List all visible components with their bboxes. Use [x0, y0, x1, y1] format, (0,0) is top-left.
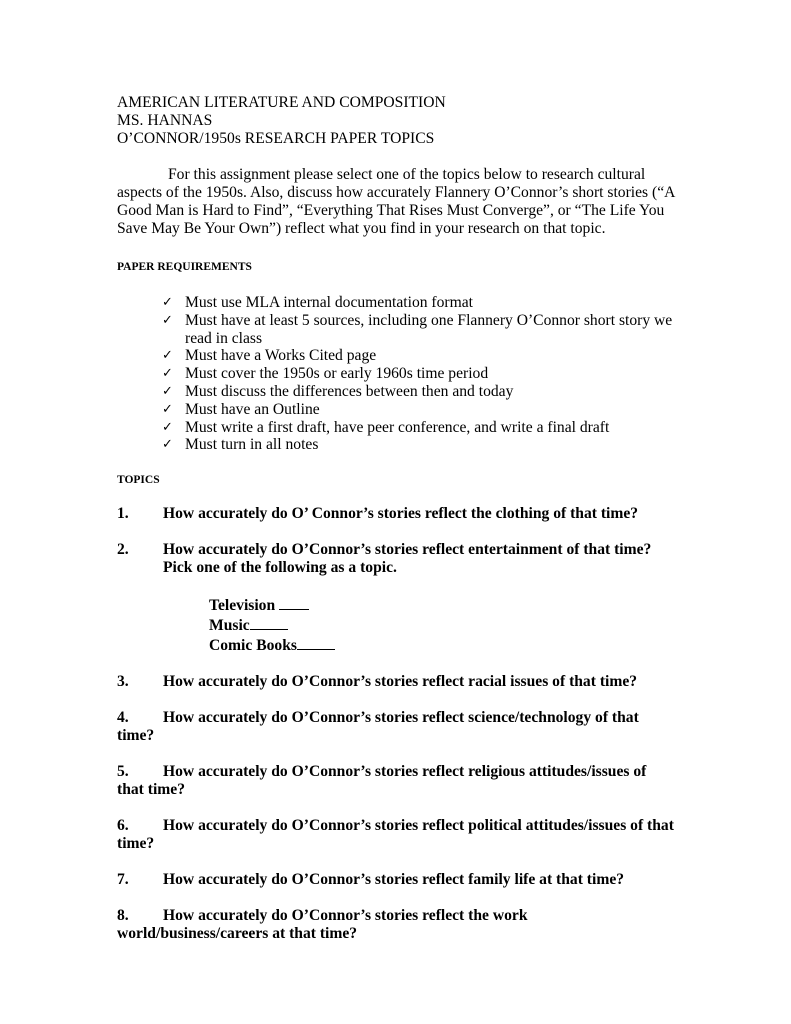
- topic-4: 4. How accurately do O’Connor’s stories reflect science/technology of that time?: [117, 709, 639, 745]
- checkmark-icon: ✓: [162, 401, 173, 417]
- checkmark-icon: ✓: [162, 295, 173, 310]
- list-item: ✓ Must write a first draft, have peer conference, and write a final draft: [162, 418, 610, 436]
- entertainment-options: [209, 595, 691, 655]
- topics-heading: TOPICS: [117, 474, 160, 487]
- blank-line[interactable]: [250, 615, 288, 630]
- blank-line[interactable]: [279, 595, 309, 610]
- checkmark-icon: ✓: [162, 348, 173, 364]
- requirements-list: [117, 294, 691, 454]
- topic-5: 5. How accurately do O’Connor’s stories reflect religious attitudes/issues of that time?: [117, 763, 647, 799]
- list-item: ✓ Must discuss the differences between then and today: [162, 382, 514, 400]
- option-television: Television: [209, 595, 691, 615]
- list-item: ✓ Must use MLA internal documentation format: [162, 294, 473, 311]
- topic-3: 3. How accurately do O’Connor’s stories reflect racial issues of that time?: [117, 673, 638, 691]
- checkmark-icon: ✓: [162, 419, 173, 435]
- checkmark-icon: ✓: [162, 383, 173, 399]
- teacher-name: MS. HANNAS: [117, 112, 213, 129]
- assignment-title: O’CONNOR/1950s RESEARCH PAPER TOPICS: [117, 130, 435, 147]
- list-item: ✓ Must turn in all notes: [162, 436, 319, 454]
- blank-line[interactable]: [297, 635, 335, 650]
- list-item: ✓ Must have at least 5 sources, including one Flannery O’Connor short story we read in class: [162, 311, 673, 347]
- checkmark-icon: ✓: [162, 366, 173, 382]
- topic-1: 1. How accurately do O’ Connor’s stories reflect the clothing of that time?: [117, 505, 639, 523]
- topic-2: 2. How accurately do O’Connor’s stories reflect entertainment of that time? Pick one of the following as a topic.: [117, 541, 652, 577]
- option-music: Music: [209, 615, 691, 635]
- requirements-heading: PAPER REQUIREMENTS: [117, 261, 252, 273]
- list-item: ✓ Must have a Works Cited page: [162, 347, 377, 365]
- topic-6: 6. How accurately do O’Connor’s stories reflect political attitudes/issues of that time?: [117, 817, 674, 853]
- topic-7: 7. How accurately do O’Connor’s stories reflect family life at that time?: [117, 871, 625, 889]
- checkmark-icon: ✓: [162, 312, 173, 328]
- intro-paragraph: For this assignment please select one of the topics below to research cultural aspects of the 1950s. Also, discuss how accurately Flannery O’Connor’s short stories (“A Good Man is Hard to Find”, “Everything That Rises Must Converge”, or “The Life You Save May Be Your Own”) reflect what you find in your research on that topic.: [117, 166, 675, 237]
- course-title: AMERICAN LITERATURE AND COMPOSITION: [117, 94, 446, 111]
- list-item: ✓ Must cover the 1950s or early 1960s time period: [162, 365, 489, 383]
- topic-8: 8. How accurately do O’Connor’s stories reflect the work world/business/careers at that time?: [117, 907, 528, 943]
- list-item: ✓ Must have an Outline: [162, 400, 320, 418]
- checkmark-icon: ✓: [162, 437, 173, 453]
- option-comic-books: Comic Books: [209, 635, 691, 655]
